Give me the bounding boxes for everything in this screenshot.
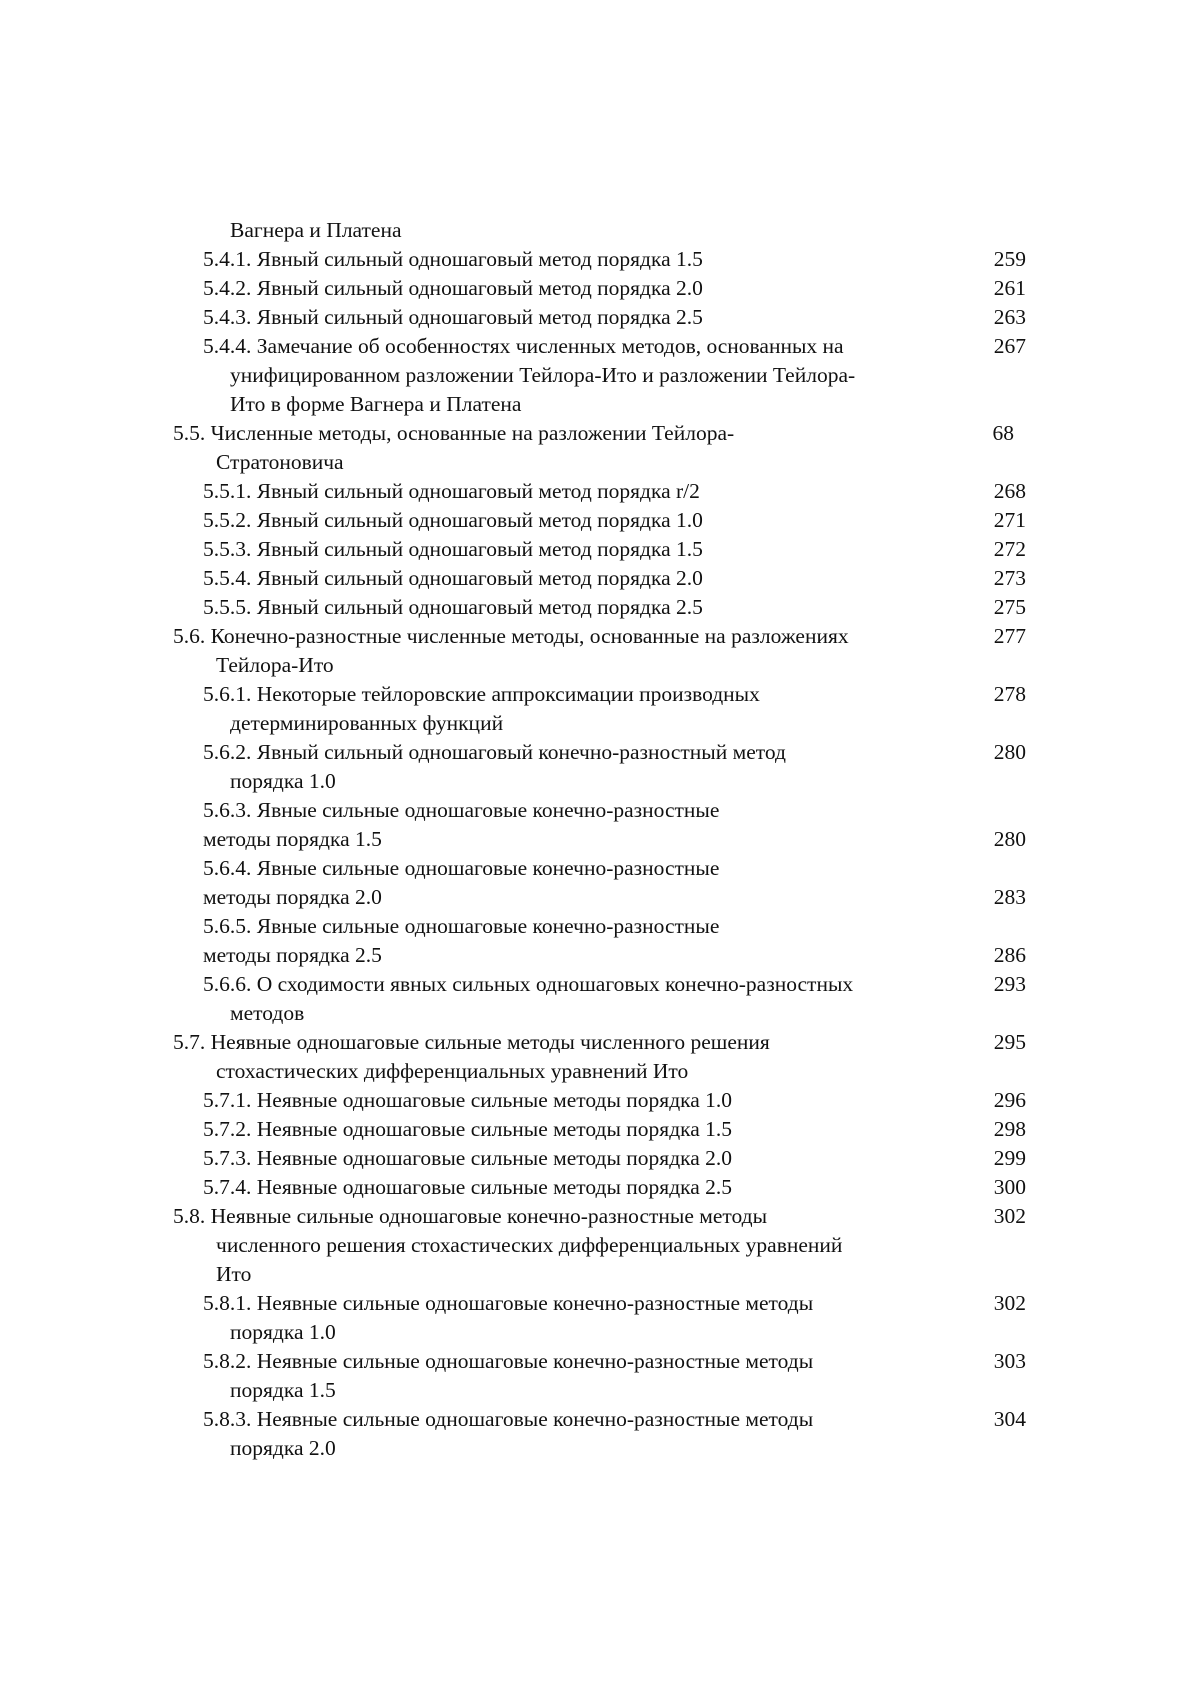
toc-page-number: 280 xyxy=(993,740,1026,764)
toc-entry-title-continuation: унифицированном разложении Тейлора-Ито и разложении Тейлора- xyxy=(230,363,856,387)
toc-entry-title: 5.7. Неявные одношаговые сильные методы численного решения xyxy=(173,1030,770,1054)
toc-entry-title: 5.8.2. Неявные сильные одношаговые конечно-разностные методы xyxy=(203,1349,814,1373)
toc-entry-title: 5.6.4. Явные сильные одношаговые конечно-разностные xyxy=(203,856,720,880)
toc-entry-title: 5.7.4. Неявные одношаговые сильные методы порядка 2.5 xyxy=(203,1175,733,1199)
toc-page-number: 303 xyxy=(993,1349,1026,1373)
toc-entry-title-continuation: методы порядка 2.5 xyxy=(203,943,382,967)
toc-entry-title: Вагнера и Платена xyxy=(230,218,402,242)
toc-page-number: 295 xyxy=(993,1030,1026,1054)
toc-entry-title: 5.6.2. Явный сильный одношаговый конечно-разностный метод xyxy=(203,740,786,764)
toc-page-number: 259 xyxy=(993,247,1026,271)
toc-entry-title: 5.5.1. Явный сильный одношаговый метод порядка r/2 xyxy=(203,479,700,503)
toc-entry-title: 5.6.5. Явные сильные одношаговые конечно-разностные xyxy=(203,914,720,938)
toc-entry-title-continuation: Ито xyxy=(216,1262,252,1286)
toc-entry-title: 5.5.2. Явный сильный одношаговый метод порядка 1.0 xyxy=(203,508,703,532)
toc-entry-title-continuation: порядка 1.0 xyxy=(230,769,336,793)
toc-page-number: 261 xyxy=(993,276,1026,300)
toc-entry-title: 5.6.3. Явные сильные одношаговые конечно-разностные xyxy=(203,798,720,822)
toc-page-number: 267 xyxy=(993,334,1026,358)
toc-page-number: 299 xyxy=(993,1146,1026,1170)
toc-page-number: 272 xyxy=(993,537,1026,561)
toc-entry-title: 5.4.2. Явный сильный одношаговый метод порядка 2.0 xyxy=(203,276,703,300)
toc-entry-title: 5.8.3. Неявные сильные одношаговые конечно-разностные методы xyxy=(203,1407,814,1431)
toc-entry-title: 5.4.4. Замечание об особенностях численных методов, основанных на xyxy=(203,334,844,358)
toc-entry-title: 5.6.1. Некоторые тейлоровские аппроксимации производных xyxy=(203,682,760,706)
toc-entry-title: 5.6.6. О сходимости явных сильных одношаговых конечно-разностных xyxy=(203,972,854,996)
toc-entry-title-continuation: методы порядка 1.5 xyxy=(203,827,382,851)
toc-page-number: 268 xyxy=(993,479,1026,503)
toc-page-number: 278 xyxy=(993,682,1026,706)
toc-entry-title-continuation: стохастических дифференциальных уравнений Ито xyxy=(216,1059,689,1083)
toc-entry-title-continuation: численного решения стохастических дифференциальных уравнений xyxy=(216,1233,843,1257)
toc-entry-title: 5.5.3. Явный сильный одношаговый метод порядка 1.5 xyxy=(203,537,703,561)
toc-entry-title-continuation: Тейлора-Ито xyxy=(216,653,334,677)
toc-entry-title-continuation: Стратоновича xyxy=(216,450,344,474)
toc-page-number: 283 xyxy=(993,885,1026,909)
toc-page-number: 302 xyxy=(993,1204,1026,1228)
toc-entry-title-continuation: детерминированных функций xyxy=(230,711,504,735)
toc-entry-title-continuation: порядка 1.0 xyxy=(230,1320,336,1344)
toc-entry-title-continuation: Ито в форме Вагнера и Платена xyxy=(230,392,522,416)
toc-page-number: 302 xyxy=(993,1291,1026,1315)
toc-entry-title-continuation: порядка 2.0 xyxy=(230,1436,336,1460)
toc-page-number: 263 xyxy=(993,305,1026,329)
toc-entry-title: 5.4.1. Явный сильный одношаговый метод порядка 1.5 xyxy=(203,247,703,271)
toc-entry-title: 5.5.5. Явный сильный одношаговый метод порядка 2.5 xyxy=(203,595,703,619)
toc-page-number: 304 xyxy=(993,1407,1026,1431)
toc-entry-title: 5.7.3. Неявные одношаговые сильные методы порядка 2.0 xyxy=(203,1146,733,1170)
toc-page-number: 298 xyxy=(993,1117,1026,1141)
toc-page-number: 271 xyxy=(993,508,1026,532)
toc-entry-title-continuation: методы порядка 2.0 xyxy=(203,885,382,909)
toc-page-number: 286 xyxy=(993,943,1026,967)
toc-entry-title: 5.4.3. Явный сильный одношаговый метод порядка 2.5 xyxy=(203,305,703,329)
toc-page-number: 280 xyxy=(993,827,1026,851)
toc-page-number: 300 xyxy=(993,1175,1026,1199)
toc-entry-title: 5.7.1. Неявные одношаговые сильные методы порядка 1.0 xyxy=(203,1088,733,1112)
toc-page-number: 275 xyxy=(993,595,1026,619)
toc-entry-title: 5.6. Конечно-разностные численные методы, основанные на разложениях xyxy=(173,624,849,648)
toc-entry-title: 5.5. Численные методы, основанные на разложении Тейлора- xyxy=(173,421,735,445)
toc-page-number: 68 xyxy=(992,421,1014,445)
toc-page-number: 273 xyxy=(993,566,1026,590)
toc-page-number: 293 xyxy=(993,972,1026,996)
toc-page-number: 296 xyxy=(993,1088,1026,1112)
toc-entry-title: 5.8.1. Неявные сильные одношаговые конечно-разностные методы xyxy=(203,1291,814,1315)
toc-page-number: 277 xyxy=(993,624,1026,648)
toc-entry-title-continuation: методов xyxy=(230,1001,305,1025)
toc-entry-title: 5.8. Неявные сильные одношаговые конечно-разностные методы xyxy=(173,1204,768,1228)
toc-entry-title: 5.7.2. Неявные одношаговые сильные методы порядка 1.5 xyxy=(203,1117,733,1141)
toc-entry-title: 5.5.4. Явный сильный одношаговый метод порядка 2.0 xyxy=(203,566,703,590)
toc-entry-title-continuation: порядка 1.5 xyxy=(230,1378,336,1402)
